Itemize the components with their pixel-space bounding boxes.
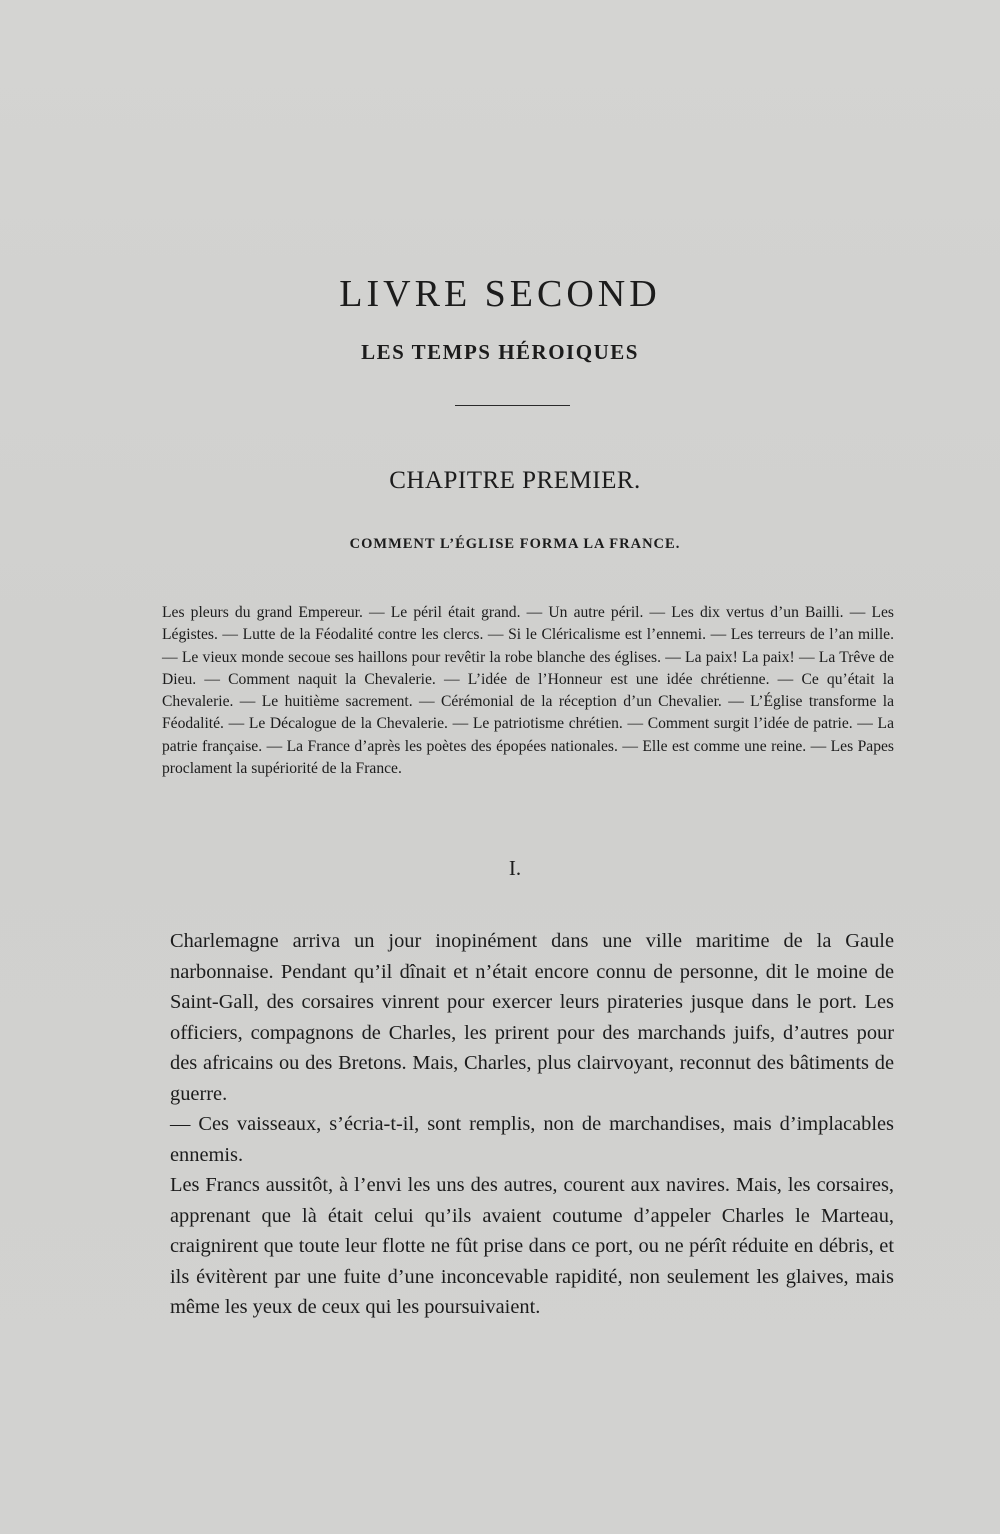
book-title: LIVRE SECOND [339,273,661,315]
chapter-summary: Les pleurs du grand Empereur. — Le péril était grand. — Un autre péril. — Les dix vertus d’un Bailli. — Les Légistes. — Lutte de la Féodalité contre les clercs. — Si le Cléricalisme est l’ennemi. — Les terreurs de l’an mille. — Le vieux monde secoue ses haillons pour revêtir la robe blanche des églises. — La paix! La paix! — La Trêve de Dieu. — Comment naquit la Chevalerie. — L’idée de l’Honneur est une idée chrétienne. — Ce qu’était la Chevalerie. — Le huitième sacrement. — Cérémonial de la réception d’un Chevalier. — L’Église transforme la Féodalité. — Le Décalogue de la Chevalerie. — Le patriotisme chrétien. — Comment surgit l’idée de patrie. — La patrie française. — La France d’après les poètes des épopées nationales. — Elle est comme une reine. — Les Papes proclament la supériorité de la France. [162,604,894,778]
chapter-subtitle: COMMENT L’ÉGLISE FORMA LA FRANCE. [349,536,681,552]
paragraph: — Ces vaisseaux, s’écria-t-il, sont remplis, non de marchandises, mais d’implacables ennemis. [170,1113,894,1166]
section-number: I. [508,856,522,880]
title-divider [455,405,570,406]
chapter-title: CHAPITRE PREMIER. [389,467,641,494]
body-text [170,926,894,1323]
book-subtitle: LES TEMPS HÉROIQUES [361,340,639,364]
paragraph: Les Francs aussitôt, à l’envi les uns des autres, courent aux navires. Mais, les corsaires, apprenant que là était celui qu’ils avaient coutume d’appeler Charles le Marteau, craignirent que toute leur flotte ne fût prise dans ce port, ou ne pérît réduite en débris, et ils évitèrent par une fuite d’une inconcevable rapidité, non seulement les glaives, mais même les yeux de ceux qui les poursuivaient. [170,1174,894,1318]
paragraph: Charlemagne arriva un jour inopinément dans une ville maritime de la Gaule narbonnaise. Pendant qu’il dînait et n’était encore connu de personne, dit le moine de Saint-Gall, des corsaires vinrent pour exercer leurs pirateries jusque dans le port. Les officiers, compagnons de Charles, les prirent pour des marchands juifs, d’autres pour des africains ou des Bretons. Mais, Charles, plus clairvoyant, reconnut des bâtiments de guerre. [170,930,894,1105]
